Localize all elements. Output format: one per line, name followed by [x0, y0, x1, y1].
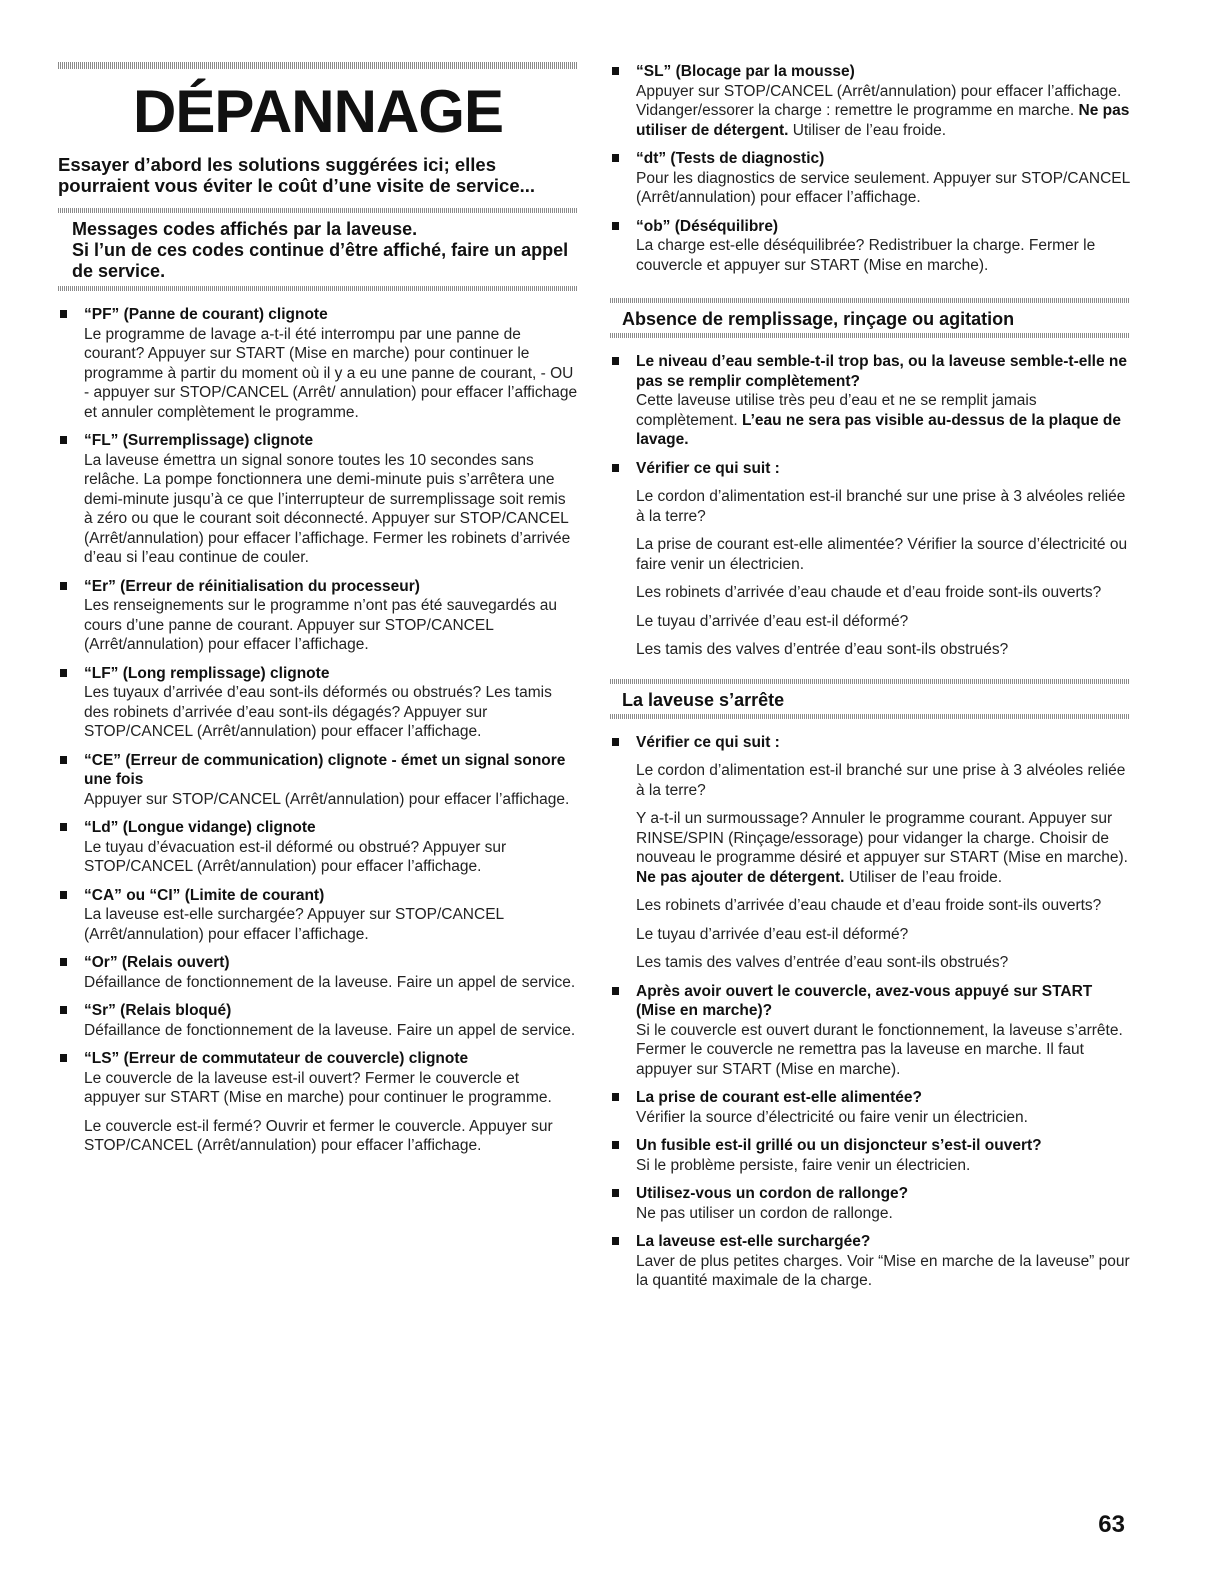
messages-heading-line1: Messages codes affichés par la laveuse. — [72, 219, 418, 239]
item-title: “Sr” (Relais bloqué) — [84, 1002, 232, 1019]
item-title: “LF” (Long remplissage) clignote — [84, 664, 330, 682]
bullet-icon — [60, 958, 67, 966]
item-title: La laveuse est-elle surchargée? — [636, 1233, 871, 1250]
item-text: La charge est-elle déséquilibrée? Redistribuer la charge. Fermer le couvercle et appuyer sur START (Mise en marche). — [636, 237, 1096, 274]
bullet-icon — [60, 891, 67, 899]
item-title: Après avoir ouvert le couvercle, avez-vous appuyé sur START (Mise en marche)? — [636, 982, 1093, 1019]
item-text — [636, 82, 1130, 141]
left-column — [58, 62, 578, 1165]
list-item — [58, 1049, 578, 1156]
item-text: Si le couvercle est ouvert durant le fonctionnement, la laveuse s’arrête. Fermer le couvercle ne remettra pas la laveuse en marche. Il faut appuyer sur START (Mise en marche). — [636, 1021, 1123, 1078]
item-title: “ob” (Déséquilibre) — [636, 217, 779, 235]
banner-bottom-rule — [58, 286, 578, 291]
list-item — [610, 459, 1130, 660]
item-title: Utilisez-vous un cordon de rallonge? — [636, 1185, 909, 1202]
item-text: Le tuyau d’arrivée d’eau est-il déformé? — [636, 612, 909, 630]
messages-heading — [58, 213, 578, 286]
page-title: DÉPANNAGE — [133, 78, 503, 145]
bullet-icon — [60, 436, 67, 444]
list-item — [58, 953, 578, 992]
list-item — [610, 982, 1130, 1080]
error-code-list-continued — [610, 62, 1130, 275]
item-title: “dt” (Tests de diagnostic) — [636, 150, 825, 167]
item-text: Vérifier la source d’électricité ou faire venir un électricien. — [636, 1108, 1028, 1126]
intro-text: Essayer d’abord les solutions suggérées ici; elles pourraient vous éviter le coût d’une visite de service... — [58, 154, 536, 196]
list-item — [610, 1232, 1130, 1291]
item-text-part: Y a-t-il un surmoussage? Annuler le programme courant. Appuyer sur RINSE/SPIN (Rinçage/essorage) pour vidanger la charge. Choisir de nouveau le programme désiré et appuyer sur START (Mise en marche). — [636, 810, 1128, 866]
item-text: Pour les diagnostics de service seulement. Appuyer sur STOP/CANCEL (Arrêt/annulation) pour effacer l’affichage. — [636, 169, 1130, 206]
item-text: Le cordon d’alimentation est-il branché sur une prise à 3 alvéoles reliée à la terre? — [636, 762, 1126, 799]
list-item — [58, 577, 578, 655]
bullet-icon — [612, 1093, 619, 1101]
bullet-icon — [612, 222, 619, 230]
list-item — [58, 305, 578, 422]
bullet-icon — [60, 1054, 67, 1062]
bullet-icon — [612, 464, 619, 472]
item-text: Le couvercle de la laveuse est-il ouvert? Fermer le couvercle et appuyer sur START (Mise en marche) pour continuer le programme. — [84, 1069, 552, 1106]
list-item — [58, 431, 578, 568]
fill-checklist — [610, 352, 1130, 660]
item-title: “SL” (Blocage par la mousse) — [636, 63, 855, 80]
bullet-icon — [60, 582, 67, 590]
item-text: Laver de plus petites charges. Voir “Mise en marche de la laveuse” pour la quantité maximale de la charge. — [636, 1252, 1130, 1289]
item-text: Le tuyau d’arrivée d’eau est-il déformé? — [636, 925, 909, 943]
item-text: Les robinets d’arrivée d’eau chaude et d’eau froide sont-ils ouverts? — [636, 584, 1102, 601]
section-heading-stop: La laveuse s’arrête — [622, 689, 785, 710]
section-heading-fill: Absence de remplissage, rinçage ou agitation — [622, 309, 1015, 329]
item-text: La prise de courant est-elle alimentée? Vérifier la source d’électricité ou faire venir un électricien. — [636, 536, 1128, 573]
item-title: “PF” (Panne de courant) clignote — [84, 306, 328, 323]
item-text: Le cordon d’alimentation est-il branché sur une prise à 3 alvéoles reliée à la terre? — [636, 488, 1126, 525]
list-item — [58, 664, 578, 742]
page-number: 63 — [1098, 1511, 1125, 1538]
list-item — [610, 149, 1130, 208]
item-title: “CA” ou “CI” (Limite de courant) — [84, 886, 325, 904]
list-item — [610, 62, 1130, 140]
item-text: Si le problème persiste, faire venir un électricien. — [636, 1156, 971, 1174]
item-text: Appuyer sur STOP/CANCEL (Arrêt/annulation) pour effacer l’affichage. — [84, 790, 570, 808]
item-text: Les tamis des valves d’entrée d’eau sont-ils obstrués? — [636, 641, 1009, 658]
item-text — [636, 391, 1130, 450]
bullet-icon — [60, 310, 67, 318]
item-title: “CE” (Erreur de communication) clignote - émet un signal sonore une fois — [84, 751, 566, 788]
list-item — [58, 751, 578, 810]
bullet-icon — [612, 67, 619, 75]
bullet-icon — [612, 1237, 619, 1245]
list-item — [58, 818, 578, 877]
bullet-icon — [60, 756, 67, 764]
list-item — [610, 1088, 1130, 1127]
list-item — [58, 1001, 578, 1040]
list-item — [610, 733, 1130, 973]
item-text: Le tuyau d’évacuation est-il déformé ou obstrué? Appuyer sur STOP/CANCEL (Arrêt/annulation) pour effacer l’affichage. — [84, 838, 507, 875]
item-text: Défaillance de fonctionnement de la laveuse. Faire un appel de service. — [84, 973, 576, 991]
bullet-icon — [60, 669, 67, 677]
item-title: Un fusible est-il grillé ou un disjoncteur s’est-il ouvert? — [636, 1137, 1042, 1154]
list-item — [58, 886, 578, 945]
item-text: Les tuyaux d’arrivée d’eau sont-ils déformés ou obstrués? Les tamis des robinets d’arrivée d’eau sont-ils dégagés? Appuyer sur STOP/CANCEL (Arrêt/annulation) pour effacer l’affichage. — [84, 684, 552, 740]
item-title: “Or” (Relais ouvert) — [84, 954, 230, 971]
item-title: Le niveau d’eau semble-t-il trop bas, ou la laveuse semble-t-elle ne pas se remplir complètement? — [636, 353, 1127, 390]
list-item — [610, 1136, 1130, 1175]
list-item — [610, 1184, 1130, 1223]
item-text-emphasis: L’eau ne sera pas visible au-dessus de la plaque de lavage. — [636, 411, 1122, 448]
item-text: Les renseignements sur le programme n’ont pas été sauvegardés au cours d’une panne de courant. Appuyer sur STOP/CANCEL (Arrêt/annulation) pour effacer l’affichage. — [84, 597, 558, 653]
item-text-emphasis: Ne pas ajouter de détergent. — [636, 868, 845, 886]
error-code-list — [58, 305, 578, 1156]
item-text: Le couvercle est-il fermé? Ouvrir et fermer le couvercle. Appuyer sur STOP/CANCEL (Arrêt/annulation) pour effacer l’affichage. — [84, 1117, 553, 1154]
bullet-icon — [612, 357, 619, 365]
list-item — [610, 217, 1130, 276]
item-text: Les tamis des valves d’entrée d’eau sont-ils obstrués? — [636, 954, 1009, 971]
bullet-icon — [60, 1006, 67, 1014]
messages-heading-line2: Si l’un de ces codes continue d’être affiché, faire un appel de service. — [72, 240, 569, 281]
item-text-part: Utiliser de l’eau froide. — [844, 868, 1003, 886]
item-text: La laveuse émettra un signal sonore toutes les 10 secondes sans relâche. La pompe fonctionnera une demi-minute puis s’arrêtera une demi-minute jusqu’à ce que l’interrupteur de surremplissage soit remis à zéro ou que le courant soit déconnecté. Appuyer sur STOP/CANCEL (Arrêt/annulation) pour effacer l’affichage. Fermer les robinets d’arrivée d’eau si l’eau continue de couler. — [84, 451, 571, 566]
messages-banner — [58, 208, 578, 291]
title-rule — [58, 62, 578, 69]
bullet-icon — [612, 738, 619, 746]
stop-checklist — [610, 733, 1130, 1291]
item-text: Les robinets d’arrivée d’eau chaude et d’eau froide sont-ils ouverts? — [636, 897, 1102, 914]
bullet-icon — [612, 154, 619, 162]
item-text-part: Utiliser de l’eau froide. — [788, 121, 947, 139]
item-title: “FL” (Surremplissage) clignote — [84, 432, 314, 449]
item-title: “LS” (Erreur de commutateur de couvercle) clignote — [84, 1050, 469, 1067]
item-text-part: Cette laveuse utilise très peu d’eau et ne se remplit jamais complètement. — [636, 392, 1037, 429]
item-text: Le programme de lavage a-t-il été interrompu par une panne de courant? Appuyer sur START (Mise en marche) pour continuer le programme à partir du moment où il y a eu une panne de courant, - OU - appuyer sur STOP/CANCEL (Arrêt/ annulation) pour effacer l’affichage et annuler complètement le programme. — [84, 325, 578, 421]
item-title: La prise de courant est-elle alimentée? — [636, 1089, 922, 1106]
item-title: Vérifier ce qui suit : — [636, 459, 780, 477]
item-text-emphasis: Ne pas utiliser de détergent. — [636, 102, 1130, 139]
item-text — [636, 809, 1130, 887]
right-column — [610, 62, 1130, 1300]
bullet-icon — [612, 1189, 619, 1197]
item-text: Défaillance de fonctionnement de la laveuse. Faire un appel de service. — [84, 1021, 576, 1039]
item-text: La laveuse est-elle surchargée? Appuyer sur STOP/CANCEL (Arrêt/annulation) pour effacer l’affichage. — [84, 906, 504, 943]
item-text: Ne pas utiliser un cordon de rallonge. — [636, 1204, 893, 1222]
item-title: “Er” (Erreur de réinitialisation du processeur) — [84, 577, 420, 595]
item-text-part: Appuyer sur STOP/CANCEL (Arrêt/annulation) pour effacer l’affichage. Vidanger/essorer la charge : remettre le programme en marche. — [636, 82, 1122, 119]
item-title: Vérifier ce qui suit : — [636, 733, 780, 751]
bullet-icon — [612, 987, 619, 995]
item-title: “Ld” (Longue vidange) clignote — [84, 819, 316, 836]
list-item — [610, 352, 1130, 450]
bullet-icon — [60, 823, 67, 831]
bullet-icon — [612, 1141, 619, 1149]
